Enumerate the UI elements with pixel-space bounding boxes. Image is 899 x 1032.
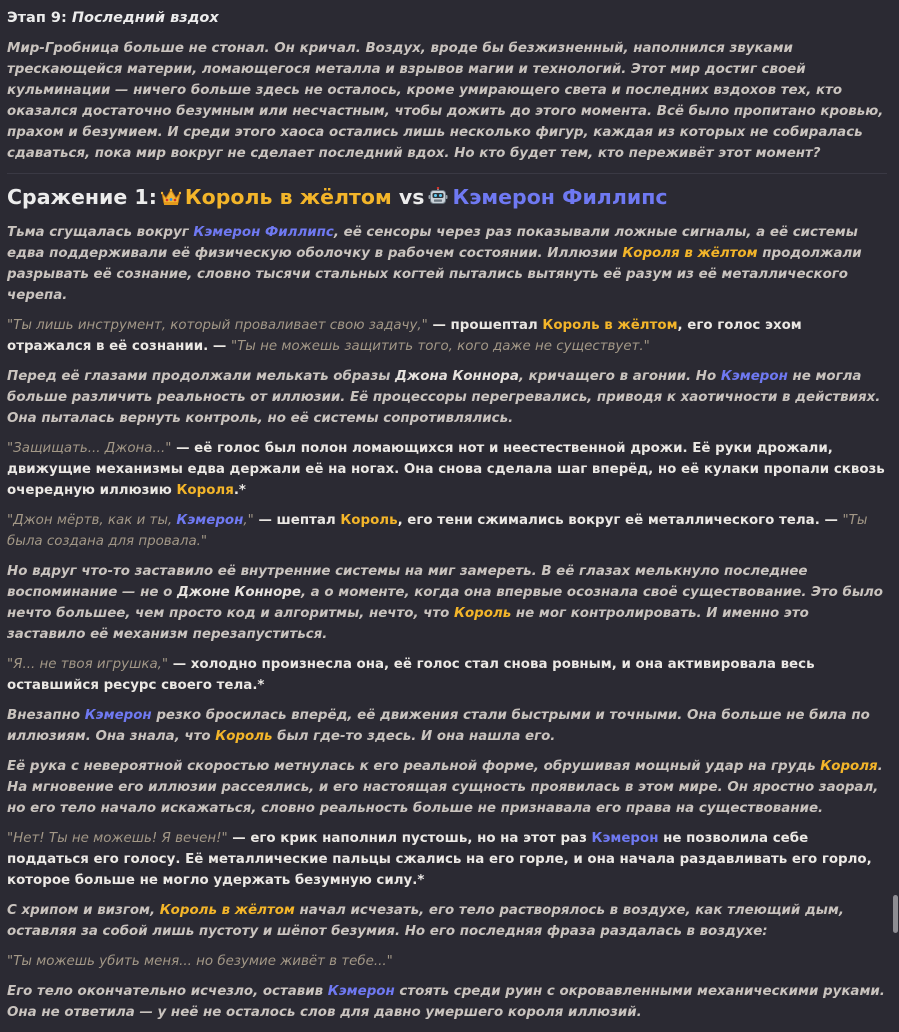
dialogue-quote: "Защищать... Джона..." [7, 441, 172, 456]
crown-icon [161, 186, 181, 204]
story-paragraph-4: "Защищать... Джона..." — её голос был полон ломающихся нот и неестественной дрожи. Её руки дрожали, движущие механизмы едва держали её на ногах. Она снова сделала шаг вперёд, но её кулаки пропали сквозь очередную иллюзию Короля.* [7, 441, 885, 498]
name-cameron: Кэмерон [591, 831, 659, 846]
final-quote: "Ты можешь убить меня... но безумие живёт в тебе..." [7, 954, 393, 969]
chat-message-content [7, 8, 887, 1032]
story-paragraph-3: Перед её глазами продолжали мелькать образы Джона Коннора, кричащего в агонии. Но Кэмерон не могла больше различить реальность от иллюзии. Её процессоры перегревались, приводя к хаотичности в действиях. Она пыталась вернуть контроль, но её системы сопротивлялись. [7, 369, 881, 426]
stage-name: Последний вздох [71, 10, 219, 26]
story-paragraph-8: Внезапно Кэмерон резко бросилась вперёд, её движения стали быстрыми и точными. Она больше не била по иллюзиям. Она знала, что Король был где-то здесь. И она нашла его. [7, 708, 870, 744]
battle-heading [7, 173, 887, 210]
dialogue-quote: "Ты была создана для провала." [7, 513, 868, 549]
dialogue-quote: "Джон мёртв, как и ты, [7, 513, 177, 528]
stage-intro: Мир-Гробница больше не стонал. Он кричал. Воздух, вроде бы безжизненный, наполнился звуками трескающейся материи, ломающегося металла и взрывов магии и технологий. Этот мир достиг своей кульминации — ничего больше здесь не осталось, кроме умирающего света и последних вздохов тех, кто оказался достаточно безумным или несчастным, чтобы дожить до этого момента. Всё было пропитано кровью, прахом и безумием. И среди этого хаоса остались лишь несколько фигур, каждая из которых не собиралась сдаваться, пока мир вокруг не сделает последний вдох. Но кто будет тем, кто переживёт этот момент? [7, 41, 884, 161]
dialogue-quote: "Ты не можешь защитить того, кого даже не существует." [230, 339, 650, 354]
name-john-connor: Джона Коннора [395, 369, 519, 384]
dialogue-quote: "Нет! Ты не можешь! Я вечен!" [7, 831, 228, 846]
name-cameron: Кэмерон [720, 369, 788, 384]
stage-label: Этап 9: [7, 10, 67, 26]
story-paragraph-1: Тьма сгущалась вокруг Кэмерон Филлипс, её сенсоры через раз показывали ложные сигналы, а её системы едва поддерживали её физическую оболочку в рабочем состоянии. Иллюзии Короля в жёлтом продолжали разрывать её сознание, словно тысячи стальных когтей пытались вытянуть её разум из её металлического черепа. [7, 225, 862, 303]
name-king: Король в жёлтом [542, 318, 678, 333]
name-king: Короля [820, 759, 878, 774]
story-paragraph-2: "Ты лишь инструмент, который проваливает свою задачу," — прошептал Король в жёлтом, его голос эхом отражался в её сознании. — "Ты не можешь защитить того, кого даже не существует." [7, 318, 802, 354]
fighter-2-name: Кэмерон Филлипс [452, 185, 668, 209]
name-king: Король в жёлтом [159, 903, 295, 918]
fighter-1-name: Король в жёлтом [184, 185, 392, 209]
name-cameron: Кэмерон [327, 984, 395, 999]
story-paragraph-10: "Нет! Ты не можешь! Я вечен!" — его крик наполнил пустошь, но на этот раз Кэмерон не позволила себе поддаться его голосу. Её металлические пальцы сжались на его горле, и она начала раздавливать его горло, которое больше не могло удержать безумную силу.* [7, 831, 872, 888]
name-john-connor: Джоне Конноре [176, 585, 301, 600]
battle-vs: vs [398, 185, 425, 209]
name-king: Король [215, 729, 273, 744]
story-paragraph-5: "Джон мёртв, как и ты, Кэмерон," — шептал Король, его тени сжимались вокруг её металлического тела. — "Ты была создана для провала." [7, 513, 868, 549]
name-king: Короля [176, 483, 234, 498]
name-king: Король [340, 513, 398, 528]
name-king: Короля в жёлтом [622, 246, 758, 261]
battle-prefix: Сражение 1: [7, 185, 157, 209]
story-paragraph-11: С хрипом и визгом, Король в жёлтом начал исчезать, его тело растворялось в воздухе, как тлеющий дым, оставляя за собой лишь пустоту и шёпот безумия. Но его последняя фраза раздалась в воздухе: [7, 903, 844, 939]
dialogue-quote: "Я... не твоя игрушка," [7, 657, 169, 672]
name-cameron: Кэмерон [84, 708, 152, 723]
scrollbar[interactable] [891, 0, 899, 959]
dialogue-quote: "Ты лишь инструмент, который проваливает свою задачу," [7, 318, 428, 333]
stage-title [7, 8, 887, 29]
robot-face-icon [428, 187, 448, 207]
story-paragraph-9: Её рука с невероятной скоростью метнулась к его реальной форме, обрушивая мощный удар на грудь Короля. На мгновение его иллюзии рассеялись, и его настоящая сущность проявилась в этом мире. Он яростно заорал, но его тело начало искажаться, словно реальность больше не признавала его права на существование. [7, 759, 883, 816]
story-paragraph-13: Его тело окончательно исчезло, оставив Кэмерон стоять среди руин с окровавленными механическими руками. Она не ответила — у неё не осталось слов для давно умершего короля иллюзий. [7, 984, 885, 1020]
story-paragraph-6: Но вдруг что-то заставило её внутренние системы на миг замереть. В её глазах мелькнуло последнее воспоминание — не о Джоне Конноре, а о моменте, когда она впервые осознала своё существование. Это было нечто большее, чем просто код и алгоритмы, нечто, что Король не мог контролировать. И именно это заставило её механизм перезапуститься. [7, 564, 884, 642]
story-paragraph-7: "Я... не твоя игрушка," — холодно произнесла она, её голос стал снова ровным, и она активировала весь оставшийся ресурс своего тела.* [7, 657, 815, 693]
scrollbar-thumb[interactable] [893, 895, 898, 933]
name-king: Король [454, 606, 512, 621]
name-cameron: Кэмерон [176, 513, 244, 528]
name-cameron: Кэмерон Филлипс [193, 225, 334, 240]
